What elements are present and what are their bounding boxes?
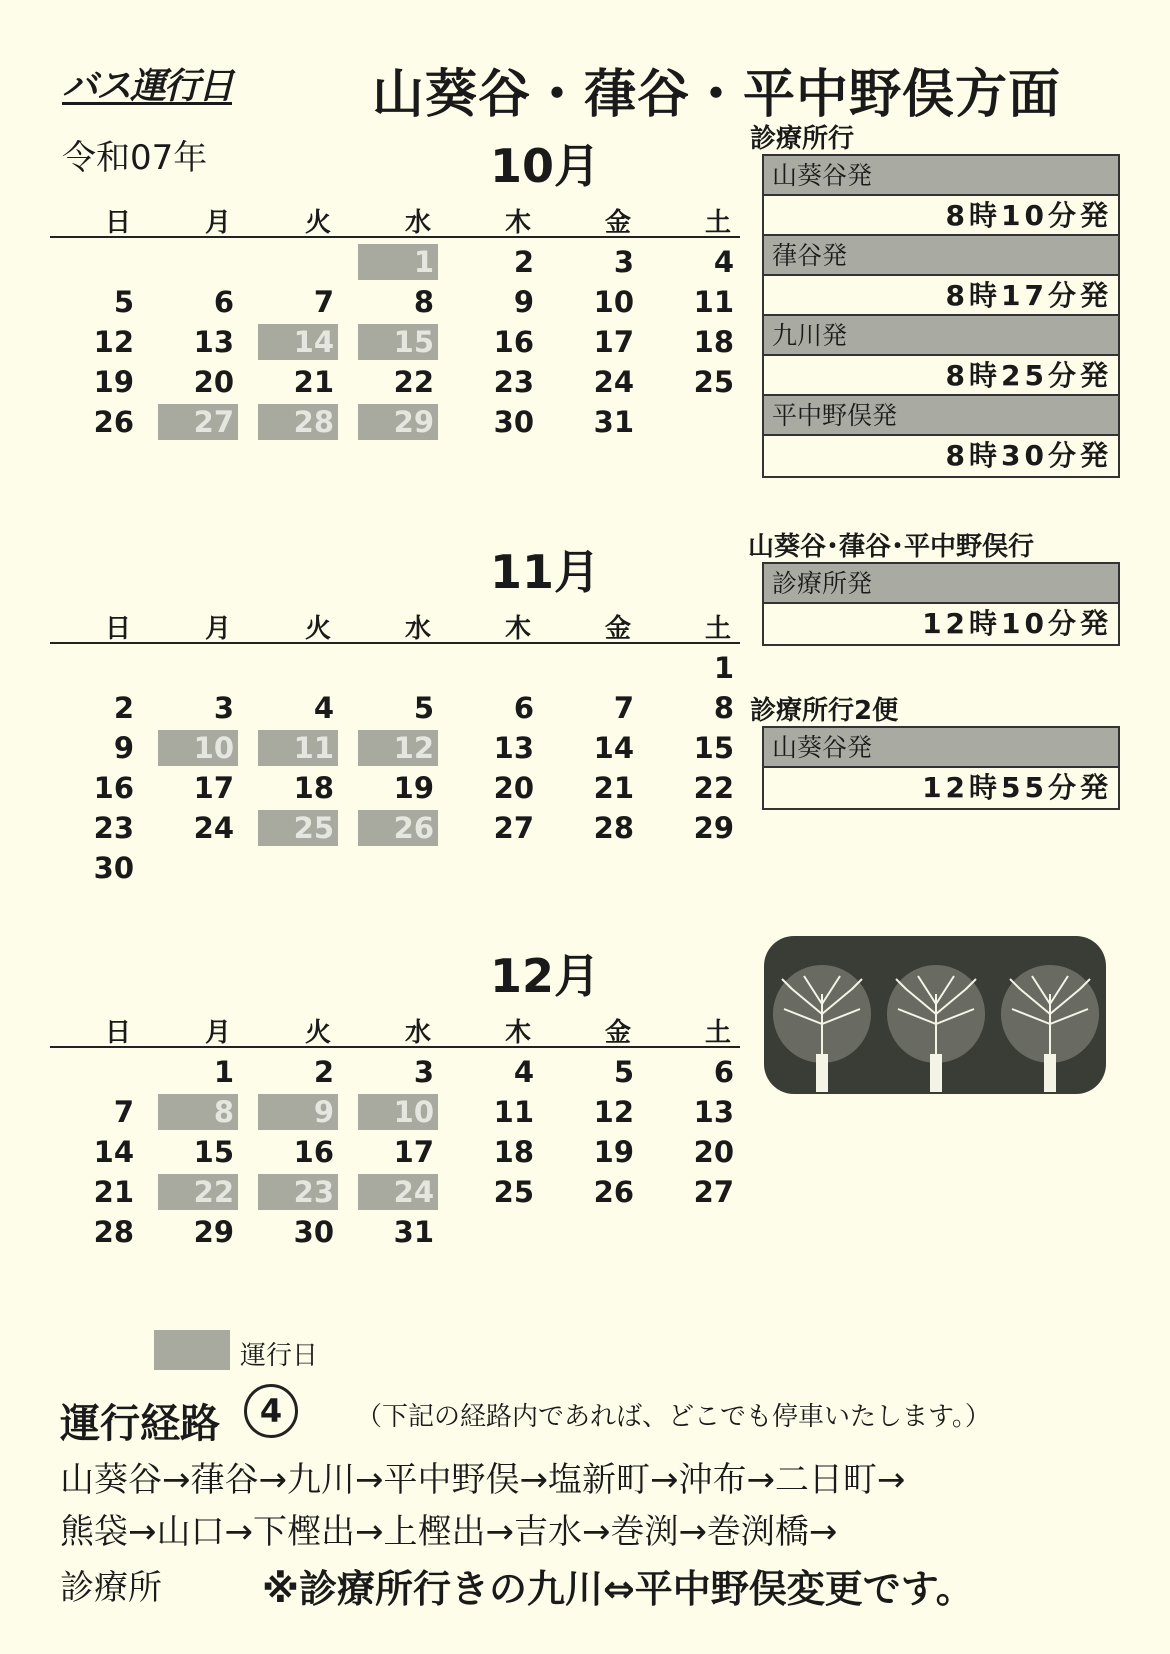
weekday-label: 月	[204, 1018, 231, 1048]
day-grid	[50, 644, 740, 894]
calendar-day: 15	[693, 731, 734, 765]
header-label: バス運行日	[62, 66, 233, 107]
weekday-label: 火	[304, 1018, 331, 1048]
departure-time: 12時10分発	[922, 607, 1112, 640]
month-title: 10月	[490, 139, 601, 193]
departure-time: 8時25分発	[764, 356, 1118, 396]
route-line-2: 熊袋→山口→下樫出→上樫出→吉水→巻渕→巻渕橋→	[60, 1512, 838, 1552]
calendar-day: 6	[713, 1055, 734, 1089]
weekday-label: 金	[604, 614, 631, 644]
legend-label: 運行日	[240, 1341, 319, 1371]
schedule-heading: 診療所行2便	[750, 696, 899, 726]
calendar-day: 21	[293, 365, 334, 399]
operating-day: 15	[358, 324, 438, 360]
day-grid	[50, 1048, 740, 1258]
calendar-day: 5	[113, 285, 134, 319]
weekday-label: 木	[504, 1018, 531, 1048]
timetable-box	[762, 154, 1120, 478]
calendar-day: 2	[513, 245, 534, 279]
calendar-day: 2	[313, 1055, 334, 1089]
tree-image	[760, 930, 1110, 1100]
tree-illustration	[760, 930, 1110, 1100]
calendar-day: 7	[313, 285, 334, 319]
calendar-day: 11	[693, 285, 734, 319]
operating-day: 25	[258, 810, 338, 846]
calendar-day: 19	[393, 771, 434, 805]
calendar-day: 18	[693, 325, 734, 359]
operating-day: 1	[358, 244, 438, 280]
weekday-label: 日	[104, 1018, 131, 1048]
route-line-1: 山葵谷→葎谷→九川→平中野俣→塩新町→沖布→二日町→	[60, 1460, 906, 1500]
calendar-day: 6	[213, 285, 234, 319]
weekday-label: 日	[104, 614, 131, 644]
calendar-day: 30	[293, 1215, 334, 1249]
weekday-header	[50, 198, 740, 238]
calendar-day: 23	[93, 811, 134, 845]
month-calendar	[50, 198, 740, 448]
calendar-day: 11	[493, 1095, 534, 1129]
route-notice: ※診療所行きの九川⇔平中野俣変更です。	[262, 1567, 974, 1611]
weekday-label: 水	[404, 208, 431, 238]
operating-day: 8	[158, 1094, 238, 1130]
calendar-day: 18	[293, 771, 334, 805]
calendar-day: 7	[113, 1095, 134, 1129]
calendar-day: 10	[593, 285, 634, 319]
weekday-label: 木	[504, 614, 531, 644]
month-calendar	[50, 604, 740, 894]
operating-day: 11	[258, 730, 338, 766]
operating-day: 9	[258, 1094, 338, 1130]
operating-day: 28	[258, 404, 338, 440]
weekday-label: 土	[704, 614, 731, 644]
calendar-day: 5	[413, 691, 434, 725]
calendar-day: 20	[693, 1135, 734, 1169]
calendar-day: 16	[493, 325, 534, 359]
calendar-day: 6	[513, 691, 534, 725]
route-number: 4	[244, 1384, 298, 1438]
calendar-day: 21	[93, 1175, 134, 1209]
calendar-day: 4	[313, 691, 334, 725]
calendar-day: 31	[593, 405, 634, 439]
calendar-day: 16	[293, 1135, 334, 1169]
operating-day: 10	[158, 730, 238, 766]
timetable-box	[762, 726, 1120, 810]
operating-day: 23	[258, 1174, 338, 1210]
month-calendar	[50, 1008, 740, 1258]
calendar-day: 27	[493, 811, 534, 845]
calendar-day: 8	[713, 691, 734, 725]
calendar-day: 4	[713, 245, 734, 279]
calendar-day: 12	[593, 1095, 634, 1129]
weekday-label: 土	[704, 1018, 731, 1048]
weekday-label: 日	[104, 208, 131, 238]
operating-day: 26	[358, 810, 438, 846]
calendar-day: 31	[393, 1215, 434, 1249]
calendar-day: 9	[113, 731, 134, 765]
calendar-day: 1	[713, 651, 734, 685]
calendar-day: 7	[613, 691, 634, 725]
calendar-day: 4	[513, 1055, 534, 1089]
calendar-day: 2	[113, 691, 134, 725]
calendar-day: 21	[593, 771, 634, 805]
departure-stop: 葎谷発	[764, 236, 1118, 276]
calendar-day: 27	[693, 1175, 734, 1209]
route-line-3: 診療所	[60, 1568, 162, 1608]
operating-day: 10	[358, 1094, 438, 1130]
calendar-day: 25	[493, 1175, 534, 1209]
calendar-day: 29	[693, 811, 734, 845]
calendar-day: 16	[93, 771, 134, 805]
departure-time: 8時17分発	[764, 276, 1118, 316]
calendar-day: 20	[493, 771, 534, 805]
weekday-label: 土	[704, 208, 731, 238]
calendar-day: 22	[393, 365, 434, 399]
calendar-day: 5	[613, 1055, 634, 1089]
calendar-day: 14	[93, 1135, 134, 1169]
calendar-day: 24	[593, 365, 634, 399]
weekday-header	[50, 1008, 740, 1048]
calendar-day: 15	[193, 1135, 234, 1169]
calendar-day: 24	[193, 811, 234, 845]
weekday-label: 木	[504, 208, 531, 238]
weekday-label: 金	[604, 1018, 631, 1048]
calendar-day: 28	[593, 811, 634, 845]
calendar-day: 26	[93, 405, 134, 439]
departure-stop: 山葵谷発	[764, 156, 1118, 196]
operating-day: 27	[158, 404, 238, 440]
calendar-day: 17	[193, 771, 234, 805]
operating-day: 22	[158, 1174, 238, 1210]
departure-time: 12時55分発	[922, 771, 1112, 804]
calendar-day: 3	[413, 1055, 434, 1089]
route-note: （下記の経路内であれば、どこでも停車いたします。）	[356, 1402, 991, 1432]
calendar-day: 30	[493, 405, 534, 439]
operating-day: 24	[358, 1174, 438, 1210]
route-heading: 運行経路	[60, 1401, 220, 1447]
calendar-day: 17	[593, 325, 634, 359]
day-grid	[50, 238, 740, 448]
calendar-day: 20	[193, 365, 234, 399]
departure-stop: 平中野俣発	[764, 396, 1118, 436]
calendar-day: 30	[93, 851, 134, 885]
calendar-day: 8	[413, 285, 434, 319]
calendar-day: 3	[213, 691, 234, 725]
weekday-label: 月	[204, 614, 231, 644]
departure-time: 8時30分発	[945, 439, 1112, 472]
calendar-day: 12	[93, 325, 134, 359]
page-title: 山葵谷・葎谷・平中野俣方面	[372, 65, 1062, 125]
weekday-label: 火	[304, 614, 331, 644]
calendar-day: 13	[193, 325, 234, 359]
departure-stop: 山葵谷発	[764, 728, 1118, 768]
weekday-label: 水	[404, 614, 431, 644]
calendar-day: 13	[693, 1095, 734, 1129]
calendar-day: 19	[593, 1135, 634, 1169]
calendar-day: 9	[513, 285, 534, 319]
weekday-label: 水	[404, 1018, 431, 1048]
legend-swatch	[154, 1330, 230, 1370]
calendar-day: 25	[693, 365, 734, 399]
operating-day: 14	[258, 324, 338, 360]
calendar-day: 26	[593, 1175, 634, 1209]
calendar-day: 28	[93, 1215, 134, 1249]
timetable-box	[762, 562, 1120, 646]
departure-stop: 九川発	[764, 316, 1118, 356]
calendar-day: 1	[213, 1055, 234, 1089]
schedule-heading: 山葵谷･葎谷･平中野俣行	[748, 532, 1035, 562]
departure-stop: 診療所発	[764, 564, 1118, 604]
operating-day: 29	[358, 404, 438, 440]
weekday-label: 月	[204, 208, 231, 238]
calendar-day: 3	[613, 245, 634, 279]
year-label: 令和07年	[62, 138, 208, 178]
departure-time: 8時10分発	[764, 196, 1118, 236]
calendar-day: 17	[393, 1135, 434, 1169]
weekday-label: 火	[304, 208, 331, 238]
calendar-day: 14	[593, 731, 634, 765]
month-title: 12月	[490, 949, 601, 1003]
calendar-day: 22	[693, 771, 734, 805]
calendar-day: 23	[493, 365, 534, 399]
calendar-day: 13	[493, 731, 534, 765]
weekday-header	[50, 604, 740, 644]
operating-day: 12	[358, 730, 438, 766]
calendar-day: 18	[493, 1135, 534, 1169]
month-title: 11月	[490, 545, 601, 599]
weekday-label: 金	[604, 208, 631, 238]
calendar-day: 19	[93, 365, 134, 399]
calendar-day: 29	[193, 1215, 234, 1249]
schedule-heading: 診療所行	[750, 124, 855, 154]
